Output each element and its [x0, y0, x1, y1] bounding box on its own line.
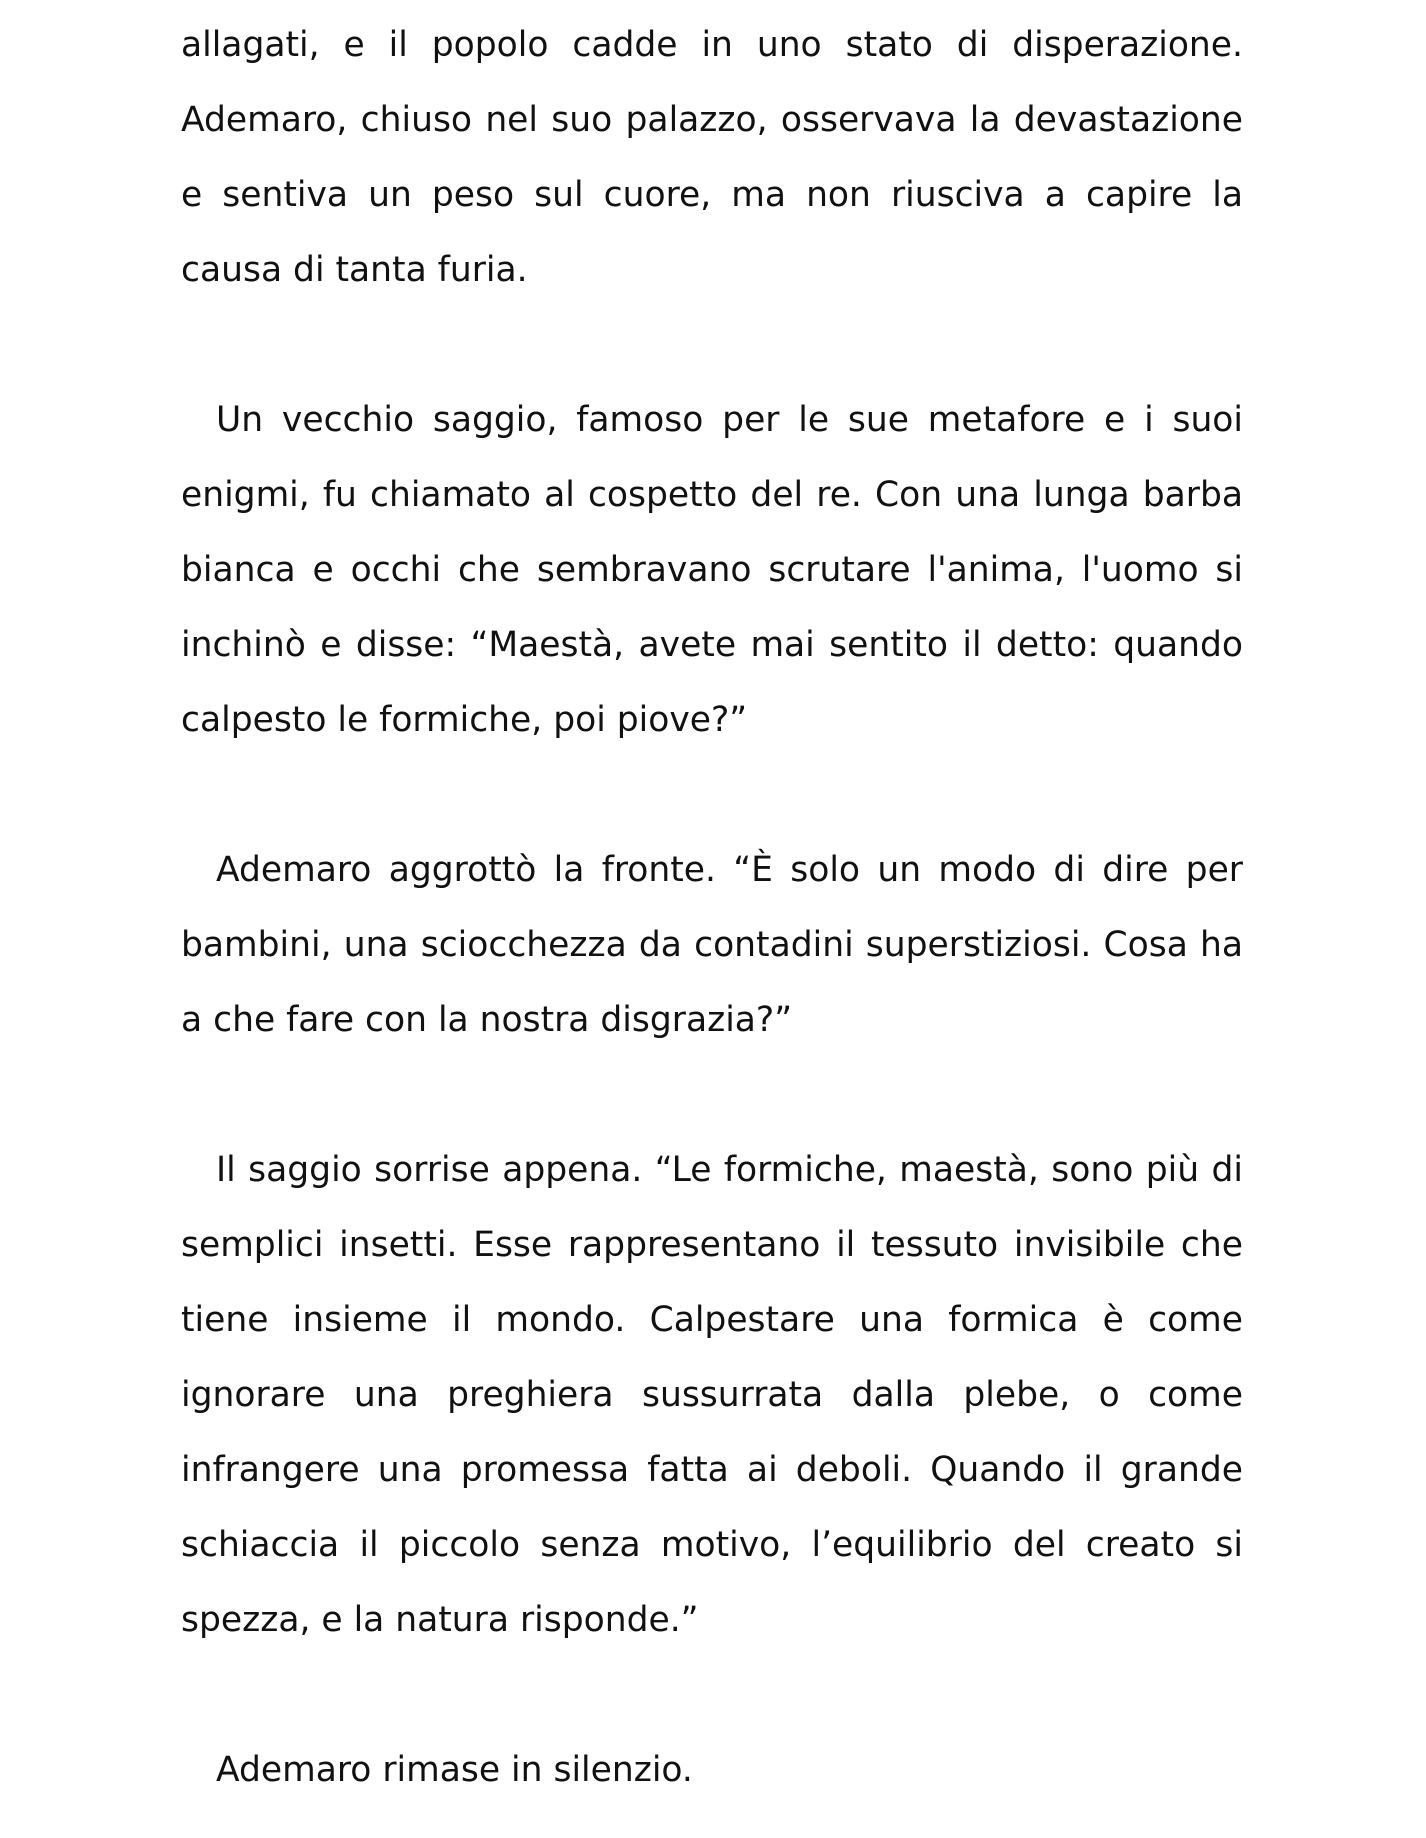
paragraph-1: allagati, e il popolo cadde in uno stato di disperazione. Ademaro, chiuso nel suo palazzo, osservava la devastazione e sentiva un peso sul cuore, ma non riusciva a capire la causa di tanta furia.: [181, 25, 1243, 290]
paragraph-4: Il saggio sorrise appena. “Le formiche, maestà, sono più di semplici insetti. Esse rappresentano il tessuto invisibile che tiene insieme il mondo. Calpestare una formica è come ignorare una preghiera sussurrata dalla plebe, o come infrangere una promessa fatta ai deboli. Quando il grande schiaccia il piccolo senza motivo, l’equilibrio del creato si spezza, e la natura risponde.”: [181, 1150, 1243, 1640]
paragraph-5: Ademaro rimase in silenzio.: [216, 1750, 693, 1790]
paragraph-3: Ademaro aggrottò la fronte. “È solo un modo di dire per bambini, una sciocchezza da contadini superstiziosi. Cosa ha a che fare con la nostra disgrazia?”: [181, 850, 1243, 1040]
paragraph-gap: [181, 758, 1243, 833]
paragraph-2: Un vecchio saggio, famoso per le sue metafore e i suoi enigmi, fu chiamato al cospetto del re. Con una lunga barba bianca e occhi che sembravano scrutare l'anima, l'uomo si inchinò e disse: “Maestà, avete mai sentito il detto: quando calpesto le formiche, poi piove?”: [181, 400, 1243, 740]
paragraph-gap: [181, 1658, 1243, 1733]
document-page: [181, 8, 1243, 1808]
paragraph-gap: [181, 308, 1243, 383]
paragraph-gap: [181, 1058, 1243, 1133]
